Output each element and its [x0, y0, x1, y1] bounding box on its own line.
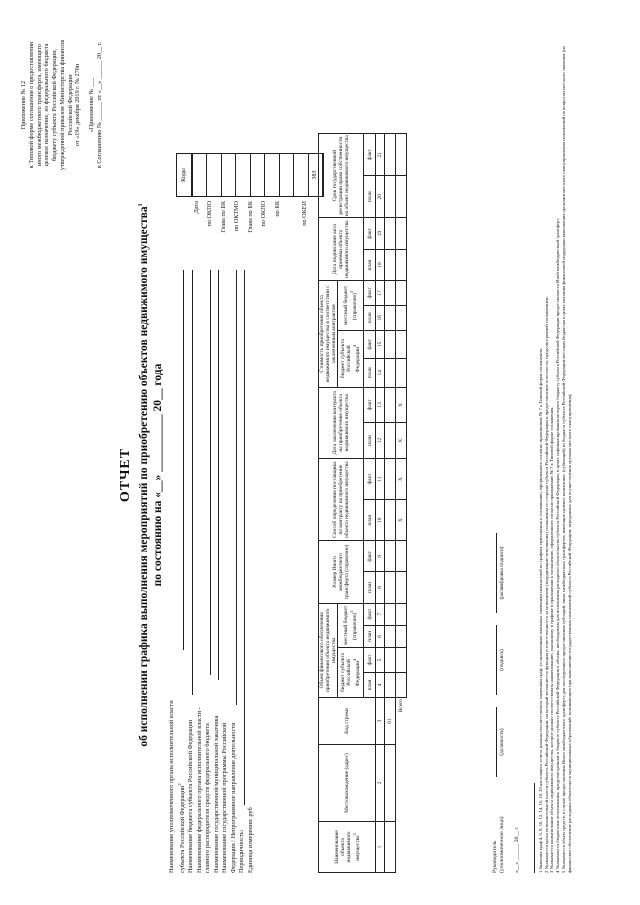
col-num: 6	[376, 625, 385, 647]
code-label: по ОКПО	[260, 201, 267, 227]
col-header-vol-local: местный бюджет (справочно)$^5$	[338, 603, 364, 647]
fact-label: факт	[364, 647, 376, 672]
header-fields	[168, 593, 255, 873]
cell[interactable]	[385, 672, 396, 697]
code-label: Дата	[192, 201, 200, 214]
cell[interactable]	[396, 249, 407, 281]
table-row	[385, 134, 396, 873]
cell[interactable]	[396, 603, 407, 625]
col-num: 9	[376, 541, 385, 572]
code-cell[interactable]	[294, 154, 309, 197]
sig-head-label: Руководитель	[492, 840, 498, 873]
fill-line	[218, 270, 219, 680]
code-label: по ОКПО	[206, 201, 213, 227]
col-header-vol-subject: бюджет субъекта Российской Федерации$^4$	[338, 647, 364, 697]
fill-line	[183, 270, 184, 650]
sig-line-position[interactable]	[496, 707, 497, 777]
plan-label: план	[364, 500, 376, 541]
col-num: 18	[376, 249, 385, 281]
code-label: по ОКЕИ	[300, 201, 308, 226]
code-cell[interactable]	[250, 154, 265, 197]
code-cell-okei: 383	[308, 154, 323, 197]
fill-line	[192, 270, 193, 695]
cell[interactable]	[385, 603, 396, 625]
col-header-cost-local: местный бюджет (справочно)$^5$	[338, 281, 364, 330]
code-label: по БК	[273, 201, 281, 217]
cell[interactable]	[385, 305, 396, 330]
fact-label: факт	[364, 134, 376, 176]
approval-line: к Соглашению № ______ от «__» ______ 20__ г.	[95, 41, 103, 169]
x-cell: X	[396, 459, 407, 500]
cell[interactable]	[385, 459, 396, 500]
code-label: Глава по БК	[219, 201, 227, 233]
plan-label: план	[364, 176, 376, 218]
col-header-date-contract: Дата заключения контракта на приобретение объекта недвижимого имущества	[319, 387, 364, 458]
col-num: 21	[376, 134, 385, 176]
col-header-name: Наименование объекта недвижимого имущества$^3$	[319, 822, 376, 873]
col-header-registration: Срок государственной регистрации права собственности на объект недвижимого имущества	[319, 134, 364, 218]
approval-line: целевое назначение, из федерального бюджета	[43, 43, 51, 167]
column-numbers-row	[376, 134, 385, 873]
cell[interactable]	[385, 822, 396, 873]
sig-date: «__» ______ 20__ г.	[514, 826, 520, 873]
footnote: 1 Значения граф 4, 6, 8, 10, 12, 14, 16, 18, 20 настоящего отчета должны соответствовать значениям граф, установленным плановых значениям показателей по графику приложения к соглашению, оформленного согласно приложению № 7 к Типовой форме соглашения.	[538, 347, 543, 873]
cell[interactable]	[396, 305, 407, 330]
field-label: субъекта Российской Федерации	[178, 785, 186, 873]
cell[interactable]	[396, 359, 407, 388]
col-num: 13	[376, 387, 385, 423]
cell[interactable]	[396, 134, 407, 176]
col-num: 3	[376, 698, 385, 745]
field-label: Наименование федерального органа исполнительной власти -	[195, 707, 203, 873]
cell[interactable]	[385, 176, 396, 218]
cell[interactable]	[396, 330, 407, 358]
cell[interactable]	[385, 541, 396, 572]
col-num: 10	[376, 500, 385, 541]
col-num: 12	[376, 423, 385, 459]
field-label: главного распорядителя средств федерального бюджета	[204, 723, 212, 873]
x-cell: X	[396, 500, 407, 541]
fact-label: факт	[364, 459, 376, 500]
cell[interactable]	[396, 572, 407, 603]
field-label: Периодичность:	[238, 829, 246, 873]
col-num: 11	[376, 459, 385, 500]
approval-line: бюджету субъекта Российской Федерации,	[51, 48, 58, 162]
codes-labels	[176, 201, 311, 265]
field-label: Наименование уполномоченного органа исполнительной власти	[168, 700, 175, 873]
schedule-table	[318, 133, 407, 873]
code-cell[interactable]	[207, 154, 222, 197]
code-cell[interactable]	[279, 154, 294, 197]
fact-label: факт	[364, 218, 376, 249]
cell[interactable]	[385, 359, 396, 388]
sig-position-caption: (должность)	[499, 728, 505, 756]
fill-line	[210, 270, 211, 675]
codes-header: Коды	[177, 154, 192, 197]
code-cell[interactable]	[221, 154, 236, 197]
footnote: 4 Указываются бюджетные ассигнования, предусмотренные в бюджете субъекта Российской Федерации в объеме, необходимом для исполнения расходного обязательства субъекта Российской Федерации, в целях софинансирования которого бюджету субъекта Российской Федерации предоставляется Иной межбюджетный трансферт.	[555, 217, 561, 873]
signature-head	[492, 783, 506, 873]
x-cell: X	[396, 423, 407, 459]
plan-label: план	[364, 423, 376, 459]
plan-label: план	[364, 572, 376, 603]
sig-line-sign[interactable]	[496, 625, 497, 695]
col-num: 14	[376, 359, 385, 388]
approval-line: иного межбюджетного трансферта, имеющего	[35, 44, 43, 166]
cell[interactable]	[396, 647, 407, 672]
cell[interactable]	[396, 672, 407, 697]
fill-line	[236, 270, 237, 705]
fact-label: факт	[364, 603, 376, 625]
field-label: Наименование бюджета субъекта Российской Федерации	[187, 719, 195, 873]
col-num: 16	[376, 305, 385, 330]
code-cell[interactable]	[265, 154, 280, 197]
cell[interactable]	[385, 281, 396, 306]
x-cell: X	[396, 387, 407, 423]
footnotes	[538, 33, 572, 873]
approval-block	[20, 5, 104, 205]
col-num: 8	[376, 572, 385, 603]
approval-line: Российской Федерации	[66, 74, 74, 136]
code-cell[interactable]	[236, 154, 251, 197]
fact-label: факт	[364, 281, 376, 306]
col-num: 5	[376, 647, 385, 672]
plan-label: план	[364, 249, 376, 281]
plan-label: план	[364, 672, 376, 697]
field-label: Наименование государственной программы Российской	[221, 722, 229, 873]
col-header-accept: Дата подписания акта приемки объекта недвижимого имущества	[319, 218, 364, 281]
cell[interactable]	[396, 541, 407, 572]
col-num: 7	[376, 603, 385, 625]
col-num: 20	[376, 176, 385, 218]
fact-label: факт	[364, 541, 376, 572]
fact-label: факт	[364, 330, 376, 358]
cell[interactable]	[396, 281, 407, 306]
col-header-volume: Объем финансового обеспечения приобретения объекта недвижимого имущества	[319, 603, 338, 697]
codes-table	[176, 153, 324, 197]
col-num: 19	[376, 218, 385, 249]
col-header-cost: Стоимость приобретения объекта недвижимого имущества в соответствии с заключенным контрактом	[319, 281, 338, 387]
cell[interactable]	[385, 625, 396, 647]
field-label: Наименование государственной/муниципальной заказчика	[212, 715, 220, 873]
title-sup: 1	[138, 203, 145, 207]
approval-line: Приложение № 12	[20, 80, 27, 130]
code-label: по ОКТМО	[233, 201, 240, 232]
field-sup: 2	[176, 783, 182, 786]
cell[interactable]	[385, 249, 396, 281]
col-num: 4	[376, 672, 385, 697]
field-label: Единица измерения: руб	[246, 807, 254, 873]
footnote: 2 Указывается орган исполнительной власти субъекта Российской Федерации, на который возлагаются функции и ответственность за исполнение (координацию исполнения) соглашения со стороны субъекта Российской Федерации и предоставление отчетности, предусмотренной соглашением.	[543, 296, 549, 873]
fill-line	[244, 270, 245, 805]
field-label: Федерации / Непрограммное направление деятельности	[229, 722, 237, 873]
col-num: 17	[376, 281, 385, 306]
col-header-code: Код строки	[319, 698, 376, 745]
total-row	[396, 134, 407, 873]
plan-label: план	[364, 305, 376, 330]
footnote: 5 Указывается объем средств, в случае предоставления Иного межбюджетного трансферта для последующего предоставления субсидий, иных межбюджетных трансфертов, имеющих целевое назначение, (субвенций) из бюджета субъекта Российской Федерации местным бюджетам в целях оказания финансовой поддержки выполнения органами местного самоуправления полномочий по вопросам местного значения (на финансовое обеспечение расходных обязательств муниципальных образований, возникающих при выполнении государственных полномочий субъекта Российской Федерации, переданных для осуществления органам местного самоуправления).	[560, 46, 572, 873]
cell[interactable]	[396, 176, 407, 218]
row-code: 01	[385, 698, 396, 745]
sig-head-label-2: (уполномоченное лицо)	[498, 816, 505, 873]
title-line-1: об исполнении графика выполнения мероприятий по приобретению объектов недвижимого имущества	[138, 206, 150, 747]
col-header-method: Способ определения поставщика по контракту на приобретение объекта недвижимого имущества	[319, 459, 364, 541]
sig-line-decode[interactable]	[496, 533, 497, 613]
col-num: 15	[376, 330, 385, 358]
cell[interactable]	[385, 134, 396, 176]
col-num: 2	[376, 745, 385, 822]
cell[interactable]	[396, 625, 407, 647]
footnote-separator	[534, 783, 535, 873]
report-title	[118, 165, 164, 785]
approval-line: от «19» декабря 2019 г. № 270н	[74, 63, 82, 147]
cell[interactable]	[396, 218, 407, 249]
cell[interactable]	[385, 423, 396, 459]
title-word: ОТЧЕТ	[118, 447, 133, 503]
cell[interactable]	[385, 500, 396, 541]
plan-label: план	[364, 359, 376, 388]
cell[interactable]	[385, 218, 396, 249]
approval-line: «Приложение № ___	[88, 77, 95, 133]
approval-line: к Типовой форме соглашения о предоставлении	[27, 41, 35, 169]
approval-line: утвержденной приказом Министерства финансов	[58, 39, 66, 171]
sig-decode-caption: (расшифровка подписи)	[499, 546, 505, 600]
fact-label: факт	[364, 387, 376, 423]
cell[interactable]	[385, 572, 396, 603]
col-header-cost-subject: бюджет субъекта Российской Федерации$^4$	[338, 330, 364, 387]
col-num: 1	[376, 822, 385, 873]
code-label	[284, 201, 298, 265]
sig-sign-caption: (подпись)	[499, 649, 505, 671]
col-header-transfer: Размер Иного межбюджетного трансферта (справочно)	[319, 541, 364, 603]
code-label: Глава по БК	[246, 201, 254, 233]
code-cell[interactable]	[192, 154, 207, 197]
cell[interactable]	[385, 745, 396, 822]
cell[interactable]	[385, 387, 396, 423]
plan-label: план	[364, 625, 376, 647]
title-line-2: по состоянию на «__» __________ 20__ года	[152, 363, 164, 587]
cell[interactable]	[385, 647, 396, 672]
col-header-location: Местонахождение (адрес)	[319, 745, 376, 822]
cell[interactable]	[385, 330, 396, 358]
footnote: 3 Указывается наименование объекта недвижимого имущества, которое должно соответствовать наименованию, указанному в графике в приложении к соглашению, оформленного согласно приложению № 7 к Типовой форме соглашения.	[549, 406, 555, 873]
total-label: Всего	[396, 698, 407, 873]
